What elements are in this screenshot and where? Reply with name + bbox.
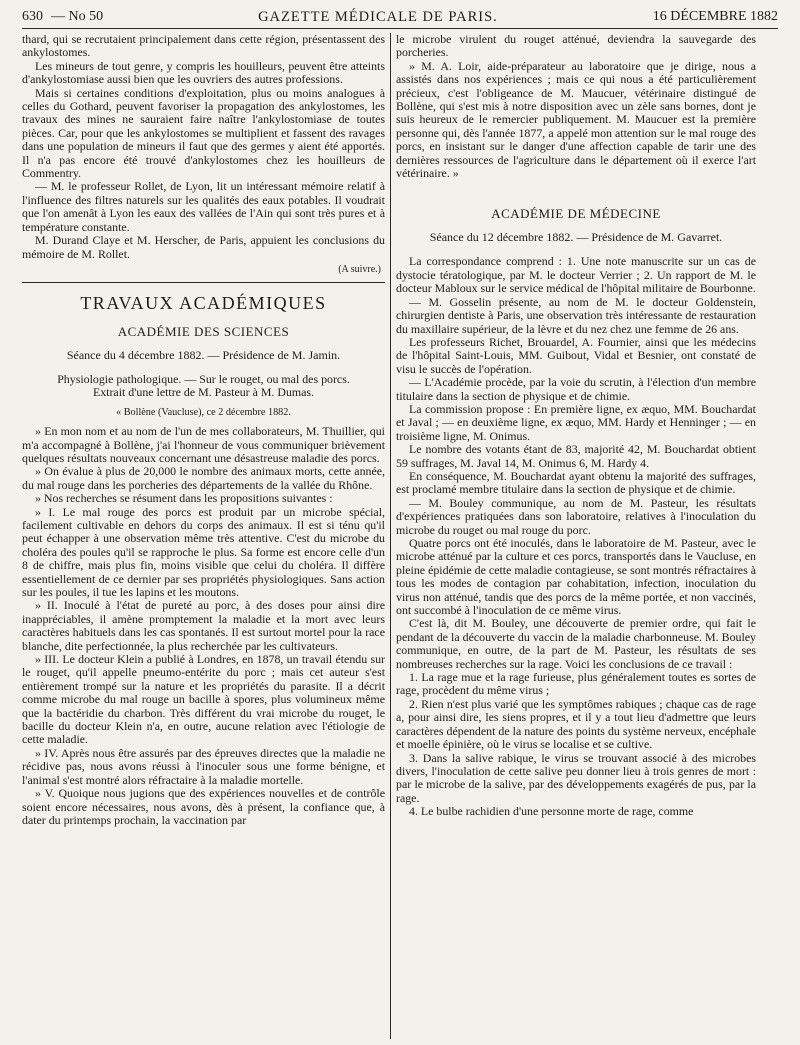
paragraph: 4. Le bulbe rachidien d'une personne morte de rage, comme: [409, 804, 694, 819]
paragraph: En conséquence, M. Bouchardat ayant obtenu la majorité des suffrages, est proclamé membre titulaire dans la section de physique et de chimie.: [396, 468, 756, 497]
column-divider: [390, 33, 391, 1039]
section-rule: [22, 282, 385, 283]
left-column: [22, 33, 385, 1041]
paragraph: 1. La rage mue et la rage furieuse, plus généralement toutes es sortes de rage, procèdent du même virus ;: [396, 670, 756, 698]
right-column: [396, 33, 756, 1041]
article-title: Physiologie pathologique. — Sur le rouget, ou mal des porcs.: [57, 371, 350, 386]
journal-title: GAZETTE MÉDICALE DE PARIS.: [258, 8, 498, 25]
paragraph: » On évalue à plus de 20,000 le nombre des animaux morts, cette année, du mal rouge dans les porcheries des départements de la vallée du Rhône.: [22, 464, 385, 492]
article-subtitle: Extrait d'une lettre de M. Pasteur à M. Dumas.: [92, 385, 315, 400]
paragraph: thard, qui se recrutaient principalement dans cette région, présentassent des ankylostomes.: [22, 33, 385, 60]
paragraph: » III. Le docteur Klein a publié à Londres, en 1878, un travail étendu sur le rouget, qu'il appelle pneumo-entérite du porc ; mais cet auteur s'est entièrement trompé sur la nature et les propriétés du parasite. Il a décrit comme microbe du mal rouge un bacille à spores, plus volumineux même que la bactéridie du charbon. Très différent du vrai microbe du rouget, le bacille du docteur Klein n'a, en outre, aucune relation avec l'étiologie de cette maladie.: [22, 652, 385, 747]
paragraph: — L'Académie procède, par la voie du scrutin, à l'élection d'un membre titulaire dans la section de physique et de chimie.: [396, 375, 756, 403]
paragraph: » En mon nom et au nom de l'un de mes collaborateurs, M. Thuillier, qui m'a accompagné à Bollène, j'ai l'honneur de vous communiquer brièvement quelques résultats nouveaux concernant une désastreuse maladie des porcs.: [22, 424, 385, 465]
academy-heading: ACADÉMIE DES SCIENCES: [117, 323, 290, 339]
dateline: « Bollène (Vaucluse), ce 2 décembre 1882.: [116, 406, 291, 418]
paragraph: — M. Bouley communique, au nom de M. Pasteur, les résultats d'expériences pratiquées dans son laboratoire, relatives à l'inoculation du microbe du rouget ou mal rouge du porc.: [396, 495, 756, 537]
paragraph: 2. Rien n'est plus varié que les symptômes rabiques ; chaque cas de rage a, pour ainsi dire, les siens propres, et il y a tout lieu d'admettre que leurs caractères dépendent de la nature des points du système nerveux, encéphale et moelle épinière, où le virus se localise et se cultive.: [396, 696, 756, 752]
page-number: 630: [22, 9, 43, 24]
paragraph: » I. Le mal rouge des porcs est produit par un microbe spécial, facilement cultivable en dehors du corps des animaux. Il est si ténu qu'il peut échapper à une observation même très attentive. C'est du microbe du choléra des poules qu'il se rapproche le plus. Sa forme est encore celle d'un 8 de chiffre, mais plus fin, moins visible que celui du choléra. Il diffère essentiellement de ce dernier par ses propriétés physiologiques. Sans action sur les poules, il tue les lapins et les moutons.: [22, 504, 385, 599]
paragraph: Mais si certaines conditions d'exploitation, plus ou moins analogues à celles du Gothard, peuvent favoriser la propagation des ankylostomes, les travaux des mines ne sauraient faire naître l'ankylostomiase de toutes pièces. Car, pour que les ankylostomes se multiplient et fassent des ravages dans une population de mineurs il faut que des germes y aient été apportés. Il n'a pas encore été trouvé d'ankylostomes chez les houilleurs de Commentry.: [22, 85, 385, 181]
issue-date: 16 DÉCEMBRE 1882: [652, 9, 778, 24]
paragraph: » V. Quoique nous jugions que des expériences nouvelles et de contrôle soient encore nécessaires, nous avons, dès à présent, la confiance que, à dater du printemps prochain, la vaccination par: [22, 786, 385, 827]
paragraph: » M. A. Loir, aide-préparateur au laboratoire que je dirige, nous a assistés dans nos expériences ; mais ce qui nous a été particulièrement précieux, c'est l'obligeance de M. Maucuer, vétérinaire distingué de Bollène, qui s'est mis à notre disposition avec un zèle sans bornes, dont je suis heureux de le remercier publiquement. M. Maucuer est la première personne qui, dès l'année 1877, a appelé mon attention sur le mal rouge des porcs, en insistant sur le danger d'une affection capable de tarir une des dernières ressources de l'agriculture dans le département où il exerce l'art vétérinaire. »: [396, 58, 756, 181]
section-heading: TRAVAUX ACADÉMIQUES: [80, 292, 327, 313]
session-line: Séance du 12 décembre 1882. — Présidence de M. Gavarret.: [429, 230, 723, 245]
page-header: [22, 6, 778, 29]
paragraph: La commission propose : En première ligne, ex æquo, MM. Bouchardat et Javal ; — en deuxième ligne, ex æquo, MM. Hardy et Henninger ; — en troisième ligne, M. Onimus.: [396, 401, 756, 443]
paragraph: Le nombre des votants étant de 83, majorité 42, M. Bouchardat obtient 59 suffrages, M. Javal 14, M. Onimus 6, M. Hardy 4.: [396, 442, 756, 470]
paragraph: C'est là, dit M. Bouley, une découverte de premier ordre, qui fait le pendant de la découverte du vaccin de la maladie charbonneuse. M. Bouley communique, en outre, de la part de M. Pasteur, les résultats de ses nombreuses recherches sur la rage. Voici les conclusions de ce travail :: [396, 616, 756, 671]
paragraph: » Nos recherches se résument dans les propositions suivantes :: [35, 491, 333, 506]
paragraph: le microbe virulent du rouget atténué, deviendra la sauvegarde des porcheries.: [396, 33, 756, 60]
paragraph: Quatre porcs ont été inoculés, dans le laboratoire de M. Pasteur, avec le microbe atténué par la culture et ces porcs, transportés dans le Vaucluse, en pleine épidémie de cette maladie contagieuse, se sont montrés réfractaires à tous les modes de contagion par cohabitation, infection, inoculation du virus non atténué, tandis que des porcs de la même portée, et non vaccinés, ont succombé à l'inoculation de ce même virus.: [396, 536, 756, 618]
paragraph: La correspondance comprend : 1. Une note manuscrite sur un cas de dystocie tératologique, par M. le docteur Verrier ; 2. Un rapport de M. le docteur Mabloux sur le service médical de l'hôpital militaire de Bourbonne.: [396, 254, 756, 296]
paragraph: 3. Dans la salive rabique, le virus se trouvant associé à des microbes divers, l'inoculation de cette salive peu donner lieu à trois genres de mort : par le microbe de la salive, par des développements exagérés de pus, par la rage.: [396, 750, 756, 805]
paragraph: — M. le professeur Rollet, de Lyon, lit un intéressant mémoire relatif à l'influence des filtres naturels sur les qualités des eaux potables. Il voudrait que l'on amenât à Lyon les eaux des vallées de l'Ain qui sont très pures et à température constante.: [22, 179, 385, 234]
page-number-group: [22, 9, 103, 25]
paragraph: M. Durand Claye et M. Herscher, de Paris, appuient les conclusions du mémoire de M. Rollet.: [22, 233, 385, 261]
paragraph: Les mineurs de tout genre, y compris les houilleurs, peuvent être atteints d'ankylostomiase aussi bien que les ouvriers des autres professions.: [22, 58, 385, 87]
paragraph: » IV. Après nous être assurés par des épreuves directes que la maladie ne récidive pas, nous avons réussi à l'inoculer sous une forme bénigne, et l'animal s'est montré alors réfractaire à la maladie mortelle.: [22, 745, 385, 787]
paragraph: » II. Inoculé à l'état de pureté au porc, à des doses pour ainsi dire inappréciables, il amène promptement la maladie et la mort avec leurs caractères habituels dans les cas spontanés. Il est surtout mortel pour la race blanche, dite perfectionnée, la plus recherchée par les cultivateurs.: [22, 598, 385, 653]
paragraph: — M. Gosselin présente, au nom de M. le docteur Goldenstein, chirurgien dentiste à Paris, une observation très intéressante de restauration du maxillaire supérieur, de la lèvre et du nez chez une femme de 26 ans.: [396, 294, 756, 336]
spacer: [396, 180, 756, 190]
academy-heading: ACADÉMIE DE MÉDECINE: [491, 206, 661, 222]
paragraph: Les professeurs Richet, Brouardel, A. Fournier, ainsi que les médecins de l'hôpital Saint-Louis, MM. Guibout, Vidal et Besnier, ont constaté de visu le succès de l'opération.: [396, 334, 756, 376]
spacer: [396, 190, 756, 200]
continued-note: (A suivre.): [338, 263, 381, 275]
session-line: Séance du 4 décembre 1882. — Présidence de M. Jamin.: [66, 347, 341, 362]
issue-number: — No 50: [51, 9, 104, 24]
